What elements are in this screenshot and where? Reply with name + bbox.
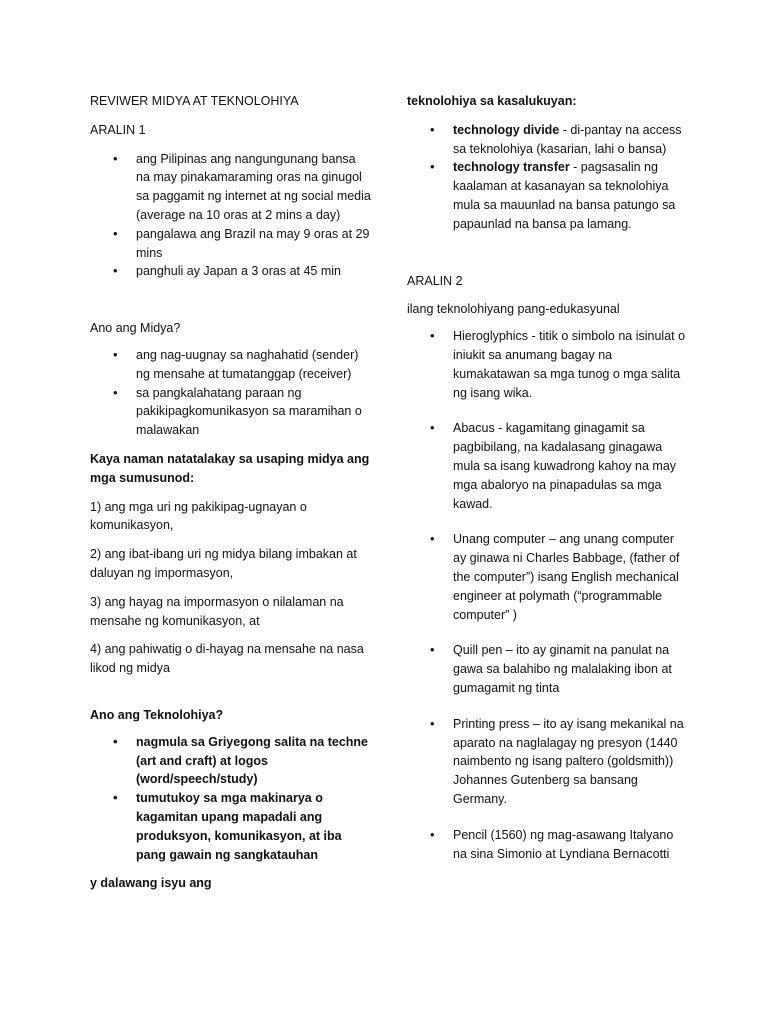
document-title: REVIWER MIDYA AT TEKNOLOHIYA — [90, 94, 299, 108]
list-item: • ang nag-uugnay sa naghahatid (sender) ng mensahe at tumatanggap (receiver) — [90, 346, 372, 384]
numbered-item: 2) ang ibat-ibang uri ng midya bilang imbakan at daluyan ng impormasyon, — [90, 547, 357, 580]
list-item: • Abacus - kagamitang ginagamit sa pagbibilang, na kadalasang ginagawa mula sa isang kuwadrong kahoy na may mga abaloryo na pinapadulas sa mga kawad. — [407, 419, 689, 513]
list-item: • Hieroglyphics - titik o simbolo na isinulat o iniukit sa anumang bagay na kumakatawan sa mga tunog o mga salita ng isang wika. — [407, 327, 689, 402]
list-item: • Quill pen – ito ay ginamit na panulat na gawa sa balahibo ng malalaking ibon at gumagamit ng tinta — [407, 641, 689, 697]
issues-list — [407, 121, 689, 234]
list-item: • Unang computer – ang unang computer ay ginawa ni Charles Babbage, (father of the computer”) isang English mechanical engineer at polymath (“programmable computer” ) — [407, 530, 689, 624]
edu-heading: ilang teknolohiyang pang-edukasyunal — [407, 302, 620, 317]
aralin2-heading: ARALIN 2 — [407, 273, 463, 288]
list-item — [407, 121, 689, 159]
kaya-heading: Kaya naman natatalakay sa usaping midya ang mga sumusunod: — [90, 451, 370, 485]
list-item: • sa pangkalahatang paraan ng pakikipagkomunikasyon sa maramihan o malawakan — [90, 384, 372, 440]
midya-heading: Ano ang Midya? — [90, 321, 181, 336]
left-column — [90, 92, 372, 893]
kasalukuyan-heading: teknolohiya sa kasalukuyan: — [407, 94, 577, 108]
list-item: • pangalawa ang Brazil na may 9 oras at 29 mins — [90, 225, 372, 263]
list-item: • tumutukoy sa mga makinarya o kagamitan upang mapadali ang produksyon, komunikasyon, at iba pang gawain ng sangkatauhan — [90, 789, 372, 864]
list-item: • Pencil (1560) ng mag-asawang Italyano na sina Simonio at Lyndiana Bernacotti — [407, 826, 689, 864]
aralin1-list — [90, 150, 372, 282]
numbered-item: 4) ang pahiwatig o di-hayag na mensahe na nasa likod ng midya — [90, 642, 364, 676]
numbered-item: 3) ang hayag na impormasyon o nilalaman na mensahe ng komunikasyon, at — [90, 594, 344, 628]
issue-desc: - pagsasalin ng kaalaman at kasanayan sa teknolohiya mula sa mauunlad na bansa patungo sa papaunlad na bansa pa lamang. — [453, 160, 676, 231]
edu-list — [407, 327, 689, 863]
midya-list — [90, 346, 372, 440]
issue-term: technology transfer — [453, 160, 570, 175]
issue-term: technology divide — [453, 122, 560, 137]
issue-desc: - di-pantay na access sa teknolohiya (kasarian, lahi o bansa) — [453, 122, 682, 156]
list-item: • panghuli ay Japan a 3 oras at 45 min — [90, 262, 372, 281]
teknolohiya-heading: Ano ang Teknolohiya? — [90, 707, 224, 722]
aralin1-heading: ARALIN 1 — [90, 122, 146, 137]
right-column — [407, 92, 689, 863]
bottom-text: y dalawang isyu ang — [90, 876, 212, 891]
list-item: • nagmula sa Griyegong salita na techne (art and craft) at logos (word/speech/study) — [90, 733, 372, 789]
teknolohiya-list — [90, 733, 372, 865]
list-item: • ang Pilipinas ang nangungunang bansa na may pinakamaraming oras na ginugol sa paggamit ng internet at ng social media (average na 10 oras at 2 mins a day) — [90, 150, 372, 225]
list-item: • Printing press – ito ay isang mekanikal na aparato na naglalagay ng presyon (1440 naimbento ng isang paltero (goldsmith)) Johannes Gutenberg sa bansang Germany. — [407, 715, 689, 809]
numbered-item: 1) ang mga uri ng pakikipag-ugnayan o komunikasyon, — [90, 499, 307, 533]
list-item — [407, 158, 689, 233]
